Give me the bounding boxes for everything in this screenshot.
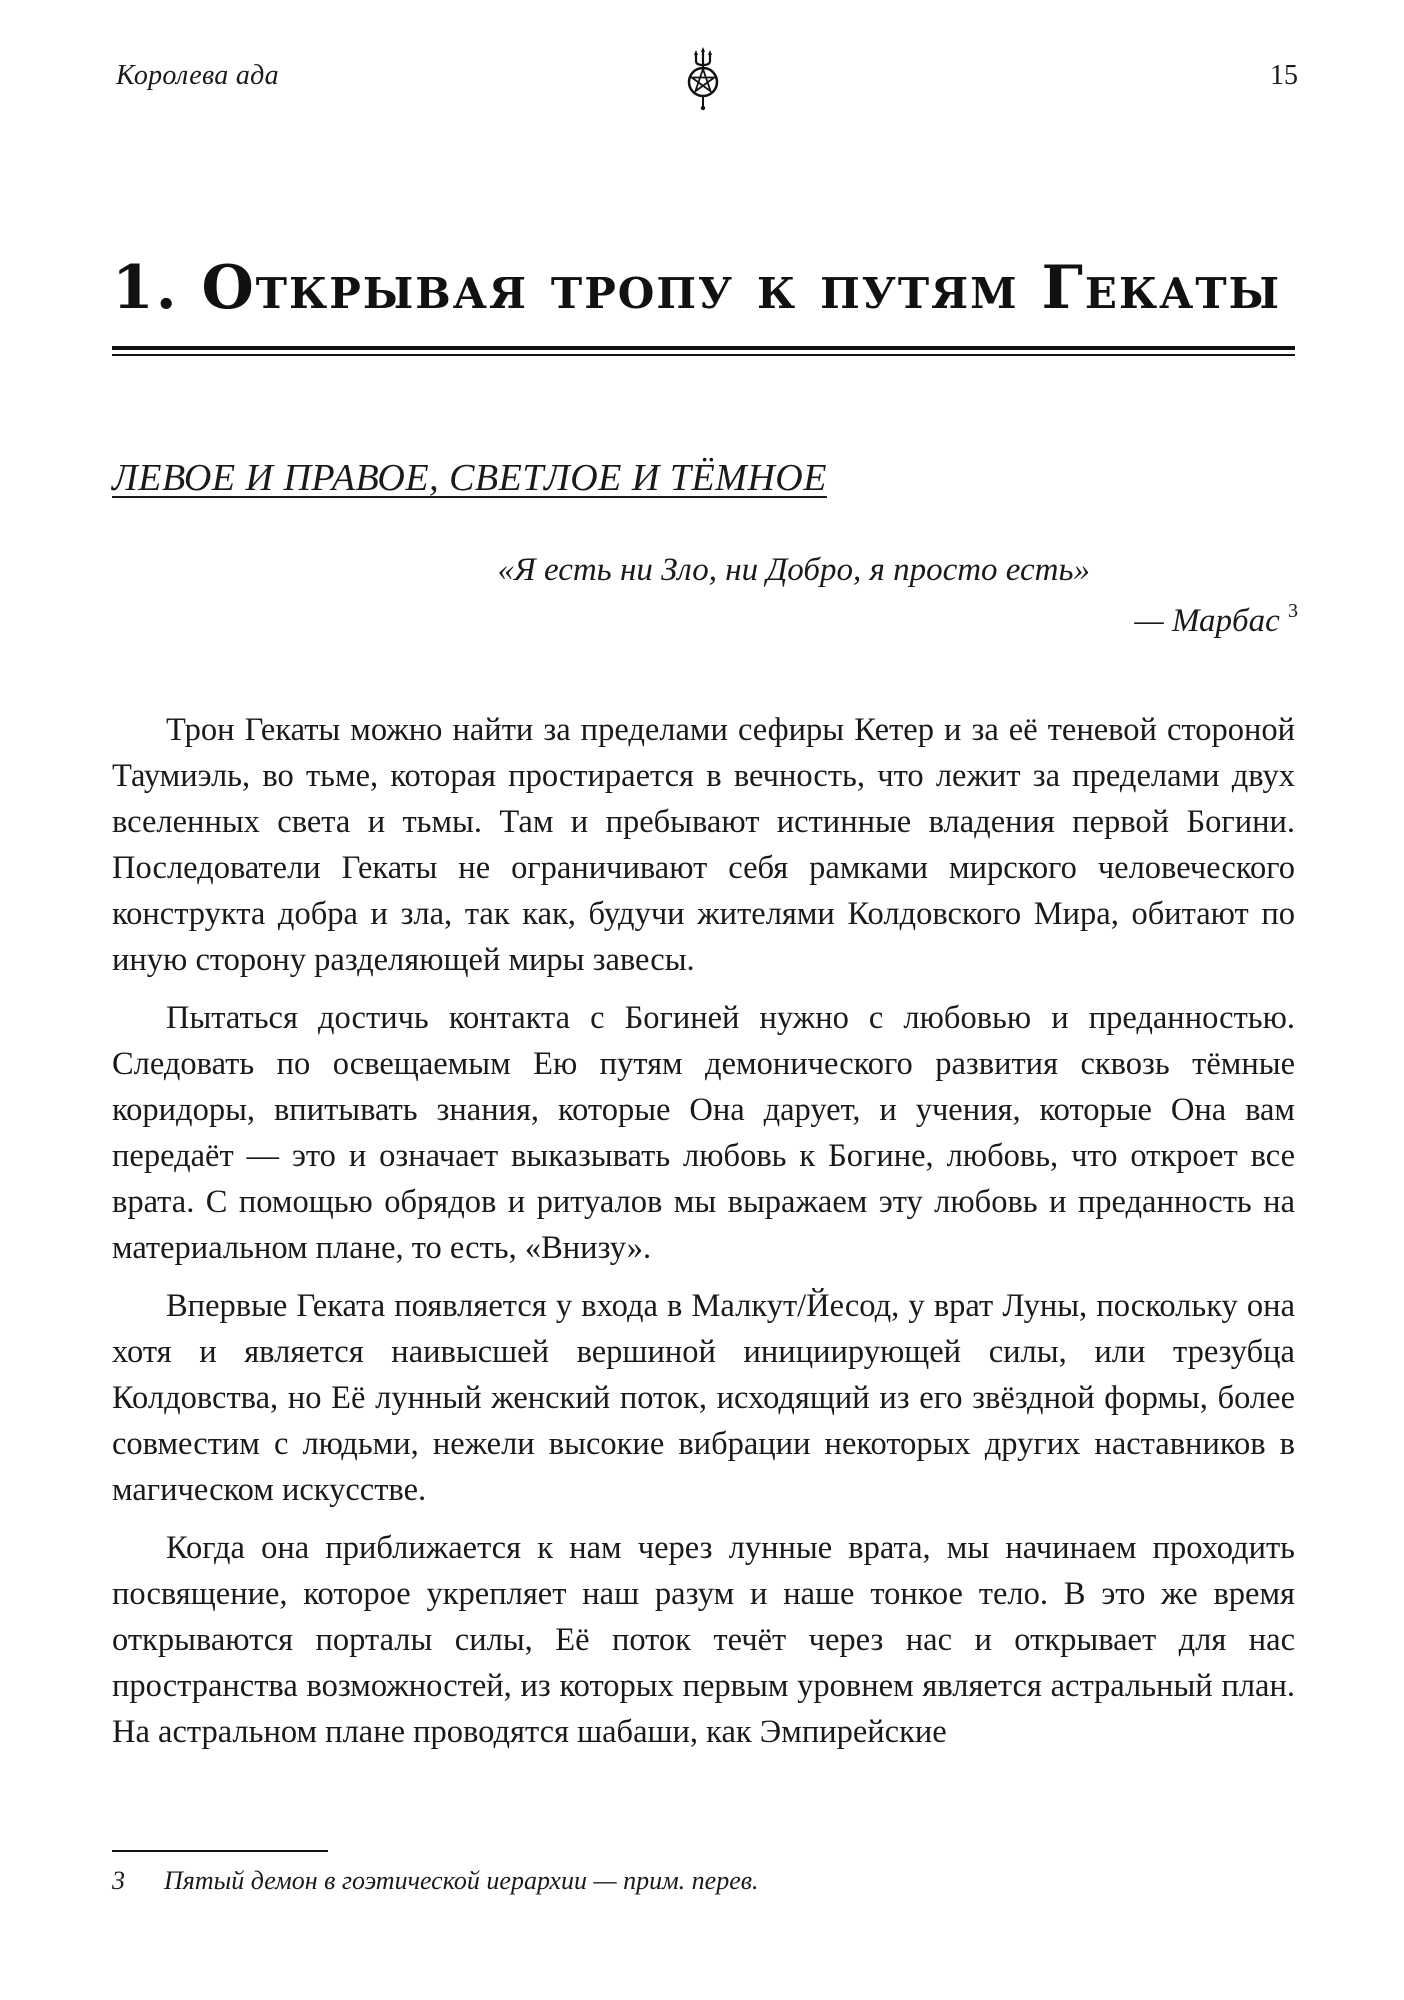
chapter-title: 1. Открывая тропу к путям Гекаты: [112, 253, 1282, 323]
footnote-number: 3: [112, 1866, 125, 1895]
running-head: Королева ада: [116, 60, 279, 91]
title-rule: [112, 346, 1295, 350]
paragraph: Когда она приближается к нам через лунные врата, мы начинаем проходить посвящение, которое укрепляет наш разум и наше тонкое тело. В это же время открываются порталы силы, Её поток течёт через нас и открывает для нас пространства возможностей, из которых первым уровнем является астральный план. На астральном плане проводятся шабаши, как Эмпирейские: [112, 1530, 1295, 1750]
page-number: 15: [1270, 60, 1298, 91]
body-text: [112, 707, 1295, 1767]
title-rule-thin: [112, 354, 1295, 356]
footnote-text: Пятый демон в гоэтической иерархии — прим. перев.: [164, 1866, 759, 1895]
paragraph: Впервые Геката появляется у входа в Малкут/Йесод, у врат Луны, поскольку она хотя и является наивысшей вершиной инициирующей силы, или трезубца Колдовства, но Её лунный женский поток, исходящий из его звёздной формы, более совместим с людьми, нежели высокие вибрации некоторых других наставников в магическом искусстве.: [112, 1288, 1295, 1508]
paragraph: Трон Гекаты можно найти за пределами сефиры Кетер и за её теневой стороной Таумиэль, во тьме, которая простирается в вечность, что лежит за пределами двух вселенных света и тьмы. Там и пребывают истинные владения первой Богини. Последователи Гекаты не ограничивают себя рамками мирского человеческого конструкта добра и зла, так как, будучи жителями Колдовского Мира, обитают по иную сторону разделяющей миры завесы.: [112, 712, 1295, 978]
footnote-divider: [112, 1850, 328, 1852]
triple-moon-pentagram-icon: [655, 44, 751, 112]
section-heading: ЛЕВОЕ И ПРАВОЕ, СВЕТЛОЕ И ТЁМНОЕ: [112, 457, 827, 499]
epigraph-author: — Марбас: [1134, 603, 1280, 639]
epigraph-attribution: [1134, 600, 1298, 640]
footnote-reference[interactable]: 3: [1288, 600, 1298, 622]
paragraph: Пытаться достичь контакта с Богиней нужно с любовью и преданностью. Следовать по освещаемым Ею путям демонического развития сквозь тёмные коридоры, впитывать знания, которые Она дарует, и учения, которые Она вам передаёт — это и означает выказывать любовь к Богине, любовь, что откроет все врата. С помощью обрядов и ритуалов мы выражаем эту любовь и преданность на материальном плане, то есть, «Внизу».: [112, 1000, 1295, 1266]
epigraph-quote: «Я есть ни Зло, ни Добро, я просто есть»: [497, 552, 1090, 588]
footnote: [112, 1866, 759, 1896]
